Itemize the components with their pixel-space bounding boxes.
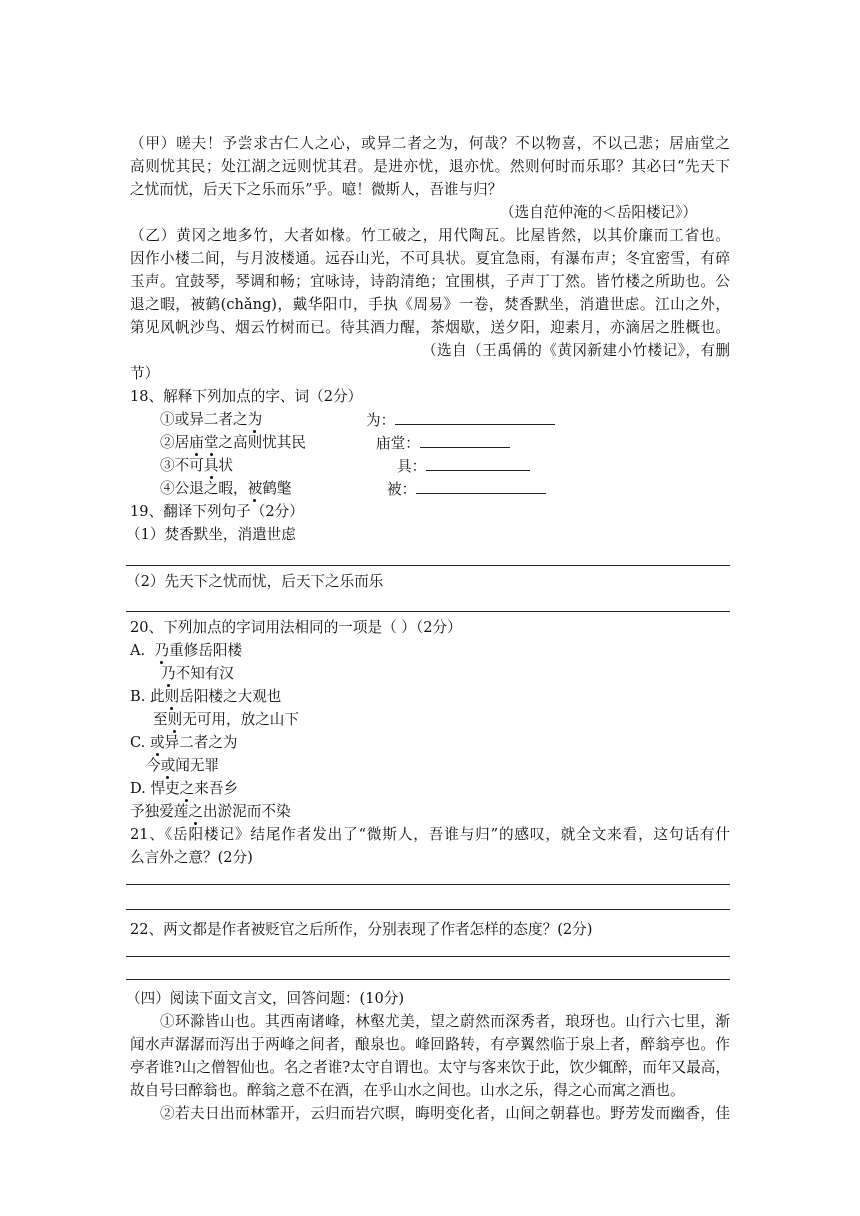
q20-option-c-2: 今或闻无罪 [146,757,220,774]
passage-yi-source-end: 节） [130,365,160,382]
q18-item-4-label: 被： [387,481,417,498]
q18-item-3-text: ③不可具状 [160,457,234,474]
q20-option-b-2: 至则无可用，放之山下 [153,711,299,728]
q18-item-1 [160,410,262,430]
passage-yi-line-5: 第见风帆沙鸟、烟云竹树而已。待其酒力醒，茶烟歇，送夕阳，迎素月，亦滴居之胜概也。 [130,319,730,336]
q21-line-1: 21、《岳阳楼记》结尾作者发出了“微斯人，吾谁与归”的感叹，就全文来看，这句话有什 [130,826,730,843]
q18-item-2 [160,433,306,453]
q18-item-2-label: 庙堂： [376,435,420,452]
q18-item-3-label: 具： [397,458,427,475]
section4-p1-line-3: 亭者谁?山之僧智仙也。名之者谁?太守自谓也。太守与客来饮于此，饮少辄醉，而年又最高， [130,1059,730,1076]
q18-item-4-text: ④公退之暇，被鹤氅 [160,480,292,497]
q19-sentence-1: （1）焚香默坐，消遣世虑 [126,526,296,543]
q19-answer-line-1[interactable] [126,565,730,566]
q22-stem: 22、两文都是作者被贬官之后所作，分别表现了作者怎样的态度？(2分) [130,921,593,938]
q20-a-dotted-1: 乃 [154,642,170,659]
q21-line-2: 么言外之意？(2分) [130,849,253,866]
q20-option-c: C. 或异二者之为 [130,734,238,751]
section4-heading: （四）阅读下面文言文，回答问题：(10分) [126,990,405,1007]
q19-stem: 19、翻译下列句子（2分） [130,503,304,520]
q18-item-1-label: 为： [366,412,396,429]
passage-yi-line-1: （乙）黄冈之地多竹，大者如椽。竹工破之，用代陶瓦。比屋皆然，以其价廉而工省也。 [130,227,730,244]
section4-p1-line-4: 故自号曰醉翁也。醉翁之意不在酒，在乎山水之间也。山水之乐，得之心而寓之酒也。 [130,1082,685,1099]
q18-item-1-text: ①或异二者之为 [160,411,263,428]
q20-option-b: B. 此则岳阳楼之大观也 [130,688,282,705]
q18-item-2-answer [376,433,510,454]
q19-sentence-2: （2）先天下之忧而忧，后天下之乐而乐 [126,573,384,590]
q18-item-3-dotted: 具 [203,457,219,474]
q18-item-2-blank[interactable] [420,433,510,448]
q18-item-3-answer [397,456,530,477]
q20-option-d: D. 悍吏之来吾乡 [130,780,239,797]
q20-c-dotted-2: 或 [160,757,176,774]
q18-item-3 [160,456,233,476]
q20-stem: 20、下列加点的字词用法相同的一项是（ ）（2分） [130,619,462,636]
q18-stem: 18、解释下列加点的字、词（2分） [130,388,363,405]
passage-yi-line-2: 因作小楼二间，与月波楼通。远吞山光，不可具状。夏宜急雨，有瀑布声；冬宜密雪，有碎 [130,250,730,267]
passage-jia-line-2: 高则忧其民；处江湖之远则忧其君。是进亦忧，退亦忧。然则何时而乐耶？其必曰“先天下 [130,158,730,175]
passage-jia-line-3: 之忧而忧，后天下之乐而乐”乎。噫！微斯人，吾谁与归？ [130,181,503,198]
q18-item-4-answer [387,479,546,500]
q20-option-d-2: 予独爱莲之出淤泥而不染 [130,803,291,820]
q18-item-1-dotted: 为 [247,411,263,428]
q18-item-1-blank[interactable] [395,410,555,425]
q18-item-3-blank[interactable] [426,456,530,471]
q20-b-dotted-2: 则 [167,711,183,728]
passage-jia-line-1: （甲）嗟夫！予尝求古仁人之心，或异二者之为，何哉？不以物喜，不以己悲；居庙堂之 [130,135,730,152]
passage-yi-line-4: 退之暇，被鹤(chǎng)，戴华阳巾，手执《周易》一卷，焚香默坐，消遣世虑。江山之外， [130,296,730,313]
q22-answer-line-2[interactable] [126,979,730,980]
q20-a-dotted-2: 乃 [161,665,176,682]
q20-b-dotted-1: 则 [164,688,180,705]
q18-item-4-dotted: 被 [247,480,263,497]
q18-item-2-dotted-2: 堂 [203,434,219,451]
section4-p1-line-2: 闻水声潺潺而泻出于两峰之间者，酿泉也。峰回路转，有亭翼然临于泉上者，醉翁亭也。作 [130,1036,730,1053]
q18-item-2-text: ②居庙堂之高则忧其民 [160,434,306,451]
section4-p1-line-1: ①环滁皆山也。其西南诸峰，林壑尤美，望之蔚然而深秀者，琅玡也。山行六七里，渐 [160,1013,730,1030]
q20-option-a-2: 乃不知有汉 [161,665,234,682]
q22-answer-line-1[interactable] [126,956,730,957]
q18-item-1-answer [366,410,555,431]
q18-item-4 [160,479,291,499]
q21-answer-line-1[interactable] [126,884,730,885]
q20-c-dotted-1: 或 [149,734,165,751]
q20-d-dotted-1: 之 [179,780,195,797]
q21-answer-line-2[interactable] [126,909,730,910]
passage-yi-source: （选自（王禹偁的《黄冈新建小竹楼记》，有删 [422,342,730,359]
q20-option-a: A. 乃重修岳阳楼 [130,642,243,659]
passage-yi-line-3: 玉声。宜鼓琴，琴调和畅；宜咏诗，诗韵清绝；宜围棋，子声丁丁然。皆竹楼之所助也。公 [130,273,730,290]
passage-jia-source: （选自范仲淹的＜岳阳楼记》） [500,204,698,221]
section4-p2-line-1: ②若夫日出而林霏开，云归而岩穴暝，晦明变化者，山间之朝暮也。野芳发而幽香，佳 [160,1105,730,1122]
q18-item-4-blank[interactable] [416,479,546,494]
q18-item-2-dotted-1: 庙 [189,434,204,451]
q19-answer-line-2[interactable] [126,611,730,612]
q20-d-dotted-2: 之 [188,803,203,820]
